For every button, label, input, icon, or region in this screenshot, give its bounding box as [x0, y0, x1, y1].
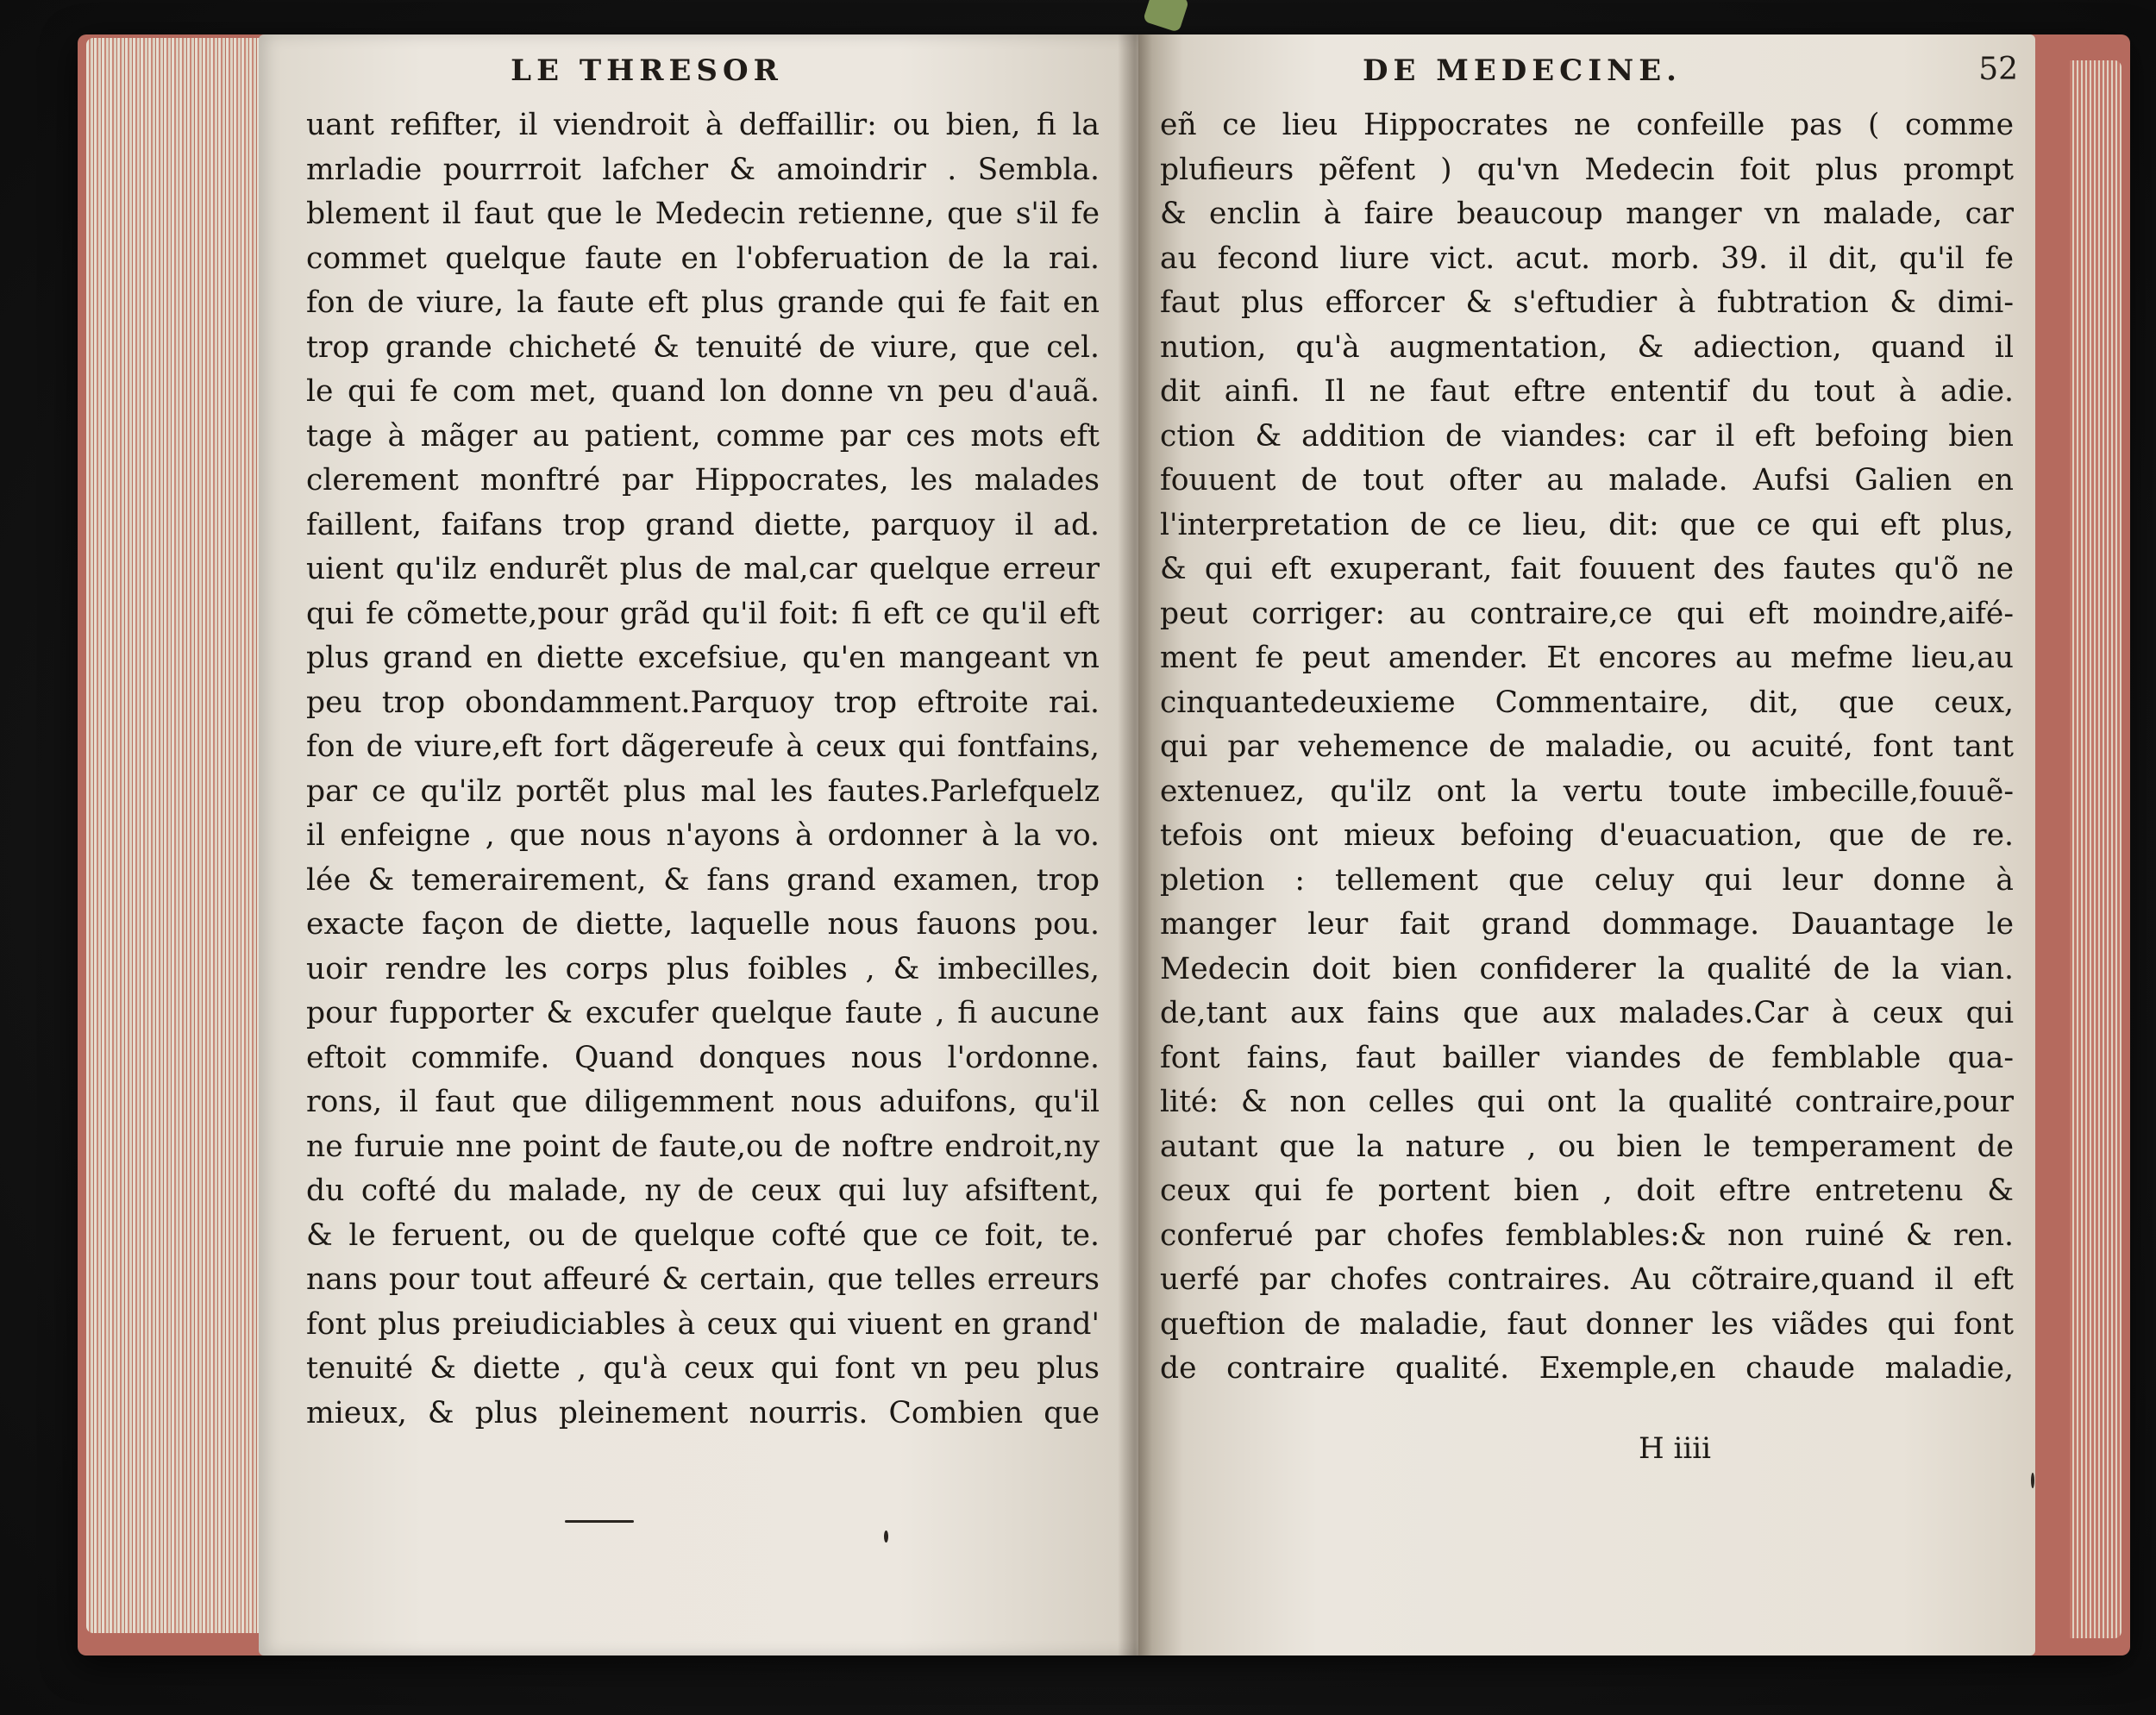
- text-line: manger leur fait grand dommage. Dauantage le: [1160, 907, 2014, 942]
- text-line: il enfeigne , que nous n'ayons à ordonner à la vo.: [306, 818, 1100, 853]
- text-line: qui fe cõmette,pour grãd qu'il foit: fi eft ce qu'il eft: [306, 596, 1100, 631]
- text-line: mrladie pourrroit lafcher & amoindrir . Sembla.: [306, 152, 1100, 187]
- paper-speck: [884, 1530, 888, 1543]
- text-line: de,tant aux fains que aux malades.Car à ceux qui: [1160, 996, 2014, 1030]
- text-line: fon de viure,eft fort dãgereufe à ceux qui fontfains,: [306, 729, 1100, 764]
- text-line: font plus preiudiciables à ceux qui viuent en grand': [306, 1306, 1100, 1342]
- text-line: de contraire qualité. Exemple,en chaude maladie,: [1160, 1351, 2014, 1386]
- text-line: uerfé par chofes contraires. Au cõtraire,quand il eft: [1160, 1262, 2014, 1297]
- text-line: plus grand en diette excefsiue, qu'en mangeant vn: [306, 641, 1100, 675]
- text-line: clerement monftré par Hippocrates, les malades: [306, 463, 1100, 498]
- text-line: Medecin doit bien confiderer la qualité de la vian.: [1160, 951, 2014, 986]
- signature-mark: H iiii: [1639, 1431, 1711, 1466]
- text-line: l'interpretation de ce lieu, dit: que ce qui eft plus,: [1160, 507, 2014, 542]
- text-line: queftion de maladie, faut donner les viãdes qui font: [1160, 1306, 2014, 1342]
- text-line: nans pour tout affeuré & certain, que telles erreurs: [306, 1262, 1100, 1297]
- text-line: uant refifter, il viendroit à deffaillir: ou bien, fi la: [306, 108, 1100, 142]
- text-line: rons, il faut que diligemment nous aduifons, qu'il: [306, 1085, 1100, 1119]
- text-line: faillent, faifans trop grand diette, parquoy il ad.: [306, 507, 1100, 542]
- text-line: cinquantedeuxieme Commentaire, dit, que ceux,: [1160, 685, 2014, 720]
- text-line: tenuité & diette , qu'à ceux qui font vn peu plus: [306, 1351, 1100, 1386]
- left-page-text: [306, 103, 1100, 1436]
- right-running-head: DE MEDECINE.: [1363, 53, 1682, 88]
- text-line: extenuez, qu'ilz ont la vertu toute imbecille,fouuẽ-: [1160, 773, 2014, 809]
- text-line: autant que la nature , ou bien le temperament de: [1160, 1129, 2014, 1164]
- text-line: fon de viure, la faute eft plus grande qui fe fait en: [306, 285, 1100, 320]
- text-line: & le feruent, ou de quelque cofté que ce foit, te.: [306, 1217, 1100, 1253]
- text-line: tefois ont mieux befoing d'euacuation, que de re.: [1160, 818, 2014, 853]
- text-line: pour fupporter & excufer quelque faute , fi aucune: [306, 996, 1100, 1030]
- text-line: conferué par chofes femblables:& non ruiné & ren.: [1160, 1217, 2014, 1253]
- text-line: & enclin à faire beaucoup manger vn malade, car: [1160, 197, 2014, 231]
- paper-speck: [565, 1520, 634, 1523]
- text-line: peut corriger: au contraire,ce qui eft moindre,aifé-: [1160, 596, 2014, 631]
- text-line: exacte façon de diette, laquelle nous fauons pou.: [306, 907, 1100, 942]
- text-line: du cofté du malade, ny de ceux qui luy afsiftent,: [306, 1174, 1100, 1208]
- text-line: ment fe peut amender. Et encores au mefme lieu,au: [1160, 641, 2014, 675]
- text-line: font fains, faut bailler viandes de femblable qua-: [1160, 1040, 2014, 1075]
- text-line: plufieurs pẽfent ) qu'vn Medecin foit plus prompt: [1160, 152, 2014, 187]
- left-running-head: LE THRESOR: [511, 53, 783, 88]
- text-line: uoir rendre les corps plus foibles , & imbecilles,: [306, 951, 1100, 986]
- text-line: ne furuie nne point de faute,ou de noftre endroit,ny: [306, 1129, 1100, 1164]
- text-line: tage à mãger au patient, comme par ces mots eft: [306, 418, 1100, 454]
- text-line: le qui fe com met, quand lon donne vn peu d'auã.: [306, 374, 1100, 409]
- text-line: blement il faut que le Medecin retienne, que s'il fe: [306, 197, 1100, 231]
- text-line: fouuent de tout ofter au malade. Aufsi Galien en: [1160, 463, 2014, 498]
- text-line: qui par vehemence de maladie, ou acuité, font tant: [1160, 729, 2014, 764]
- text-line: nution, qu'à augmentation, & adiection, quand il: [1160, 329, 2014, 365]
- text-line: lité: & non celles qui ont la qualité contraire,pour: [1160, 1085, 2014, 1119]
- paper-speck: [2031, 1473, 2034, 1488]
- right-page-edges: [2070, 60, 2122, 1638]
- text-line: lée & temerairement, & fans grand examen, trop: [306, 862, 1100, 898]
- text-line: eftoit commife. Quand donques nous l'ordonne.: [306, 1040, 1100, 1075]
- text-line: ction & addition de viandes: car il eft befoing bien: [1160, 418, 2014, 454]
- book-gutter: [1118, 34, 1152, 1656]
- text-line: commet quelque faute en l'obferuation de la rai.: [306, 241, 1100, 276]
- text-line: eñ ce lieu Hippocrates ne confeille pas ( comme: [1160, 108, 2014, 142]
- bookmark-ribbon: [1143, 0, 1189, 33]
- text-line: faut plus efforcer & s'eftudier à fubtration & dimi-: [1160, 285, 2014, 320]
- right-page-text: [1160, 103, 2014, 1392]
- text-line: ceux qui fe portent bien , doit eftre entretenu &: [1160, 1174, 2014, 1208]
- page-number: 52: [1978, 52, 2018, 87]
- text-line: dit ainfi. Il ne faut eftre ententif du tout à adie.: [1160, 374, 2014, 409]
- text-line: trop grande chicheté & tenuité de viure, que cel.: [306, 329, 1100, 365]
- text-line: par ce qu'ilz portẽt plus mal les fautes.Parlefquelz: [306, 773, 1100, 809]
- text-line: au fecond liure vict. acut. morb. 39. il dit, qu'il fe: [1160, 241, 2014, 276]
- text-line: pletion : tellement que celuy qui leur donne à: [1160, 862, 2014, 898]
- text-line: uient qu'ilz endurẽt plus de mal,car quelque erreur: [306, 552, 1100, 586]
- text-line: peu trop obondamment.Parquoy trop eftroite rai.: [306, 685, 1100, 720]
- text-line: mieux, & plus pleinement nourris. Combien que: [306, 1395, 1100, 1430]
- text-line: & qui eft exuperant, fait fouuent des fautes qu'õ ne: [1160, 552, 2014, 586]
